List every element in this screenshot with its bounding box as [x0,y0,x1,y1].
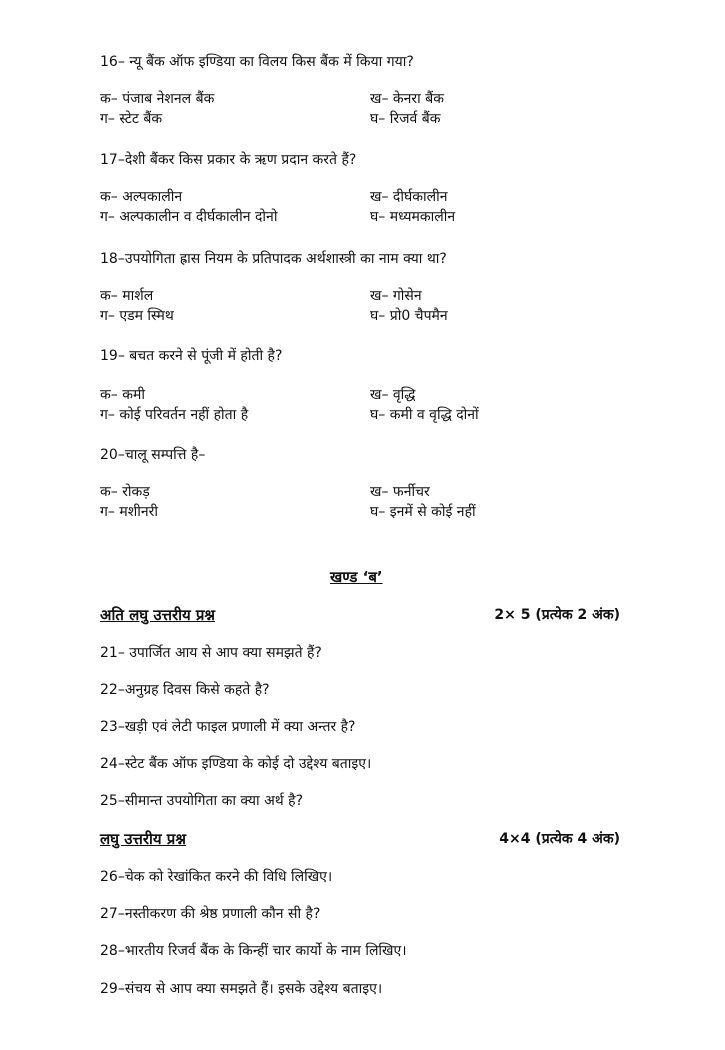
option-19-c: ग– कोई परिवर्तन नहीं होता है [100,407,249,423]
option-16-d: घ– रिजर्व बैंक [370,111,441,127]
option-18-a: क– मार्शल [100,288,154,304]
short-heading: लघु उत्तरीय प्रश्न [100,830,186,848]
option-20-b: ख– फर्नीचर [370,484,430,500]
question-17: 17–देशी बैंकर किस प्रकार के ऋण प्रदान करते हैं? [100,152,357,168]
question-22: 22–अनुग्रह दिवस किसे कहते है? [100,682,270,698]
question-25: 25–सीमान्त उपयोगिता का क्या अर्थ है? [100,793,304,809]
option-20-d: घ– इनमें से कोई नहीं [370,504,476,520]
option-18-b: ख– गोसेन [370,288,422,304]
question-16: 16– न्यू बैंक ऑफ इण्डिया का विलय किस बैंक में किया गया? [100,54,414,70]
option-20-c: ग– मशीनरी [100,504,158,520]
option-17-a: क– अल्पकालीन [100,189,183,205]
option-17-c: ग– अल्पकालीन व दीर्घकालीन दोनो [100,209,278,225]
question-20: 20–चालू सम्पत्ति है– [100,447,206,463]
question-24: 24–स्टेट बैंक ऑफ इण्डिया के कोई दो उद्देश्य बताइए। [100,756,372,772]
question-18: 18–उपयोगिता ह्रास नियम के प्रतिपादक अर्थशास्त्री का नाम क्या था? [100,251,447,267]
option-20-a: क– रोकड़ [100,484,150,500]
question-26: 26–चेक को रेखांकित करने की विधि लिखिए। [100,869,333,885]
option-18-c: ग– एडम स्मिथ [100,308,174,324]
question-19: 19– बचत करने से पूंजी में होती है? [100,348,283,364]
option-16-b: ख– केनरा बैंक [370,91,444,107]
option-16-a: क– पंजाब नेशनल बैंक [100,91,215,107]
option-19-d: घ– कमी व वृद्धि दोनों [370,407,479,423]
question-21: 21– उपार्जित आय से आप क्या समझते हैं? [100,645,322,661]
very-short-heading: अति लघु उत्तरीय प्रश्न [100,606,216,624]
option-19-a: क– कमी [100,387,145,403]
option-16-c: ग– स्टेट बैंक [100,111,163,127]
short-marks: 4×4 (प्रत्येक 4 अंक) [499,831,620,847]
option-17-d: घ– मध्यमकालीन [370,209,456,225]
option-18-d: घ– प्रो0 चैपमैन [370,308,448,324]
option-19-b: ख– वृद्धि [370,387,416,403]
section-b-title: खण्ड ‘ब’ [330,568,383,586]
question-28: 28–भारतीय रिजर्व बैंक के किन्हीं चार कार्यो के नाम लिखिए। [100,943,407,959]
very-short-marks: 2× 5 (प्रत्येक 2 अंक) [494,607,620,623]
question-29: 29–संचय से आप क्या समझते हैं। इसके उद्देश्य बताइए। [100,981,383,997]
option-17-b: ख– दीर्घकालीन [370,189,448,205]
question-23: 23–खड़ी एवं लेटी फाइल प्रणाली में क्या अन्तर है? [100,719,356,735]
question-27: 27–नस्तीकरण की श्रेष्ठ प्रणाली कौन सी है? [100,906,321,922]
